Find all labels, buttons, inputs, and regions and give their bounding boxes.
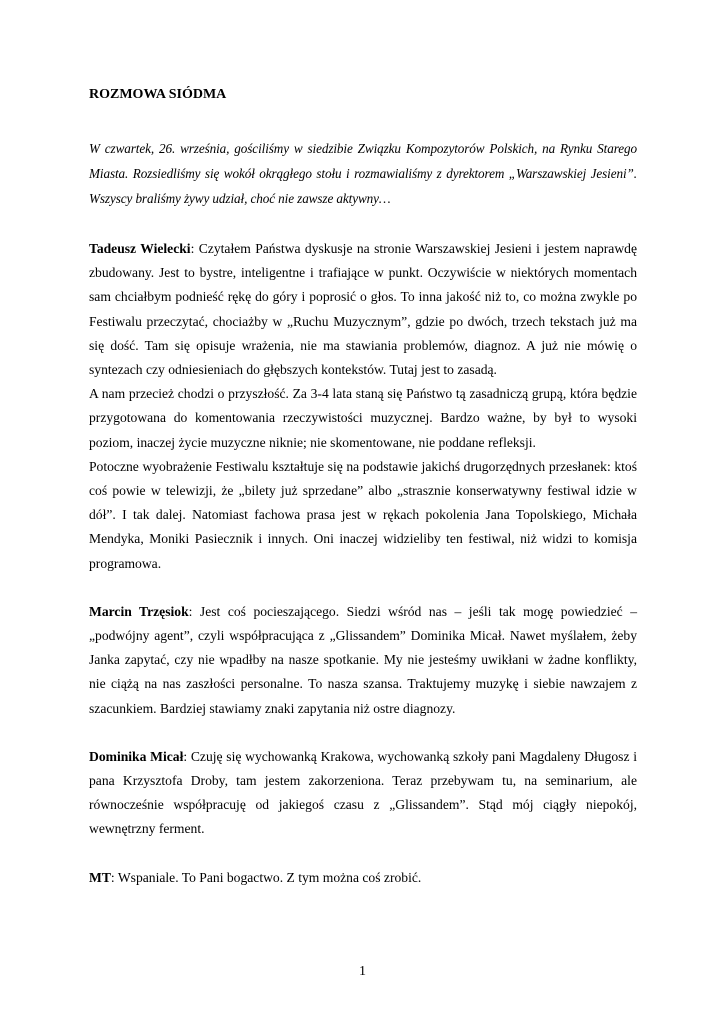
paragraph-text: : Wspaniale. To Pani bogactwo. Z tym można coś zrobić. bbox=[110, 869, 422, 885]
paragraph bbox=[89, 237, 637, 382]
paragraph-text: : Czytałem Państwa dyskusje na stronie Warszawskiej Jesieni i jestem naprawdę zbudowany. Jest to bystre, inteligentne i trafiające w punkt. Oczywiście w niektórych momentach sam chciałbym podnieść rękę do góry i poprosić o głos. To inna jakość niż to, co można zwykle po Festiwalu przeczytać, chociażby w „Ruchu Muzycznym”, gdzie po dwóch, trzech tekstach już ma się dość. Tam się opisuje wrażenia, nie ma stawiania problemów, diagnoz. A już nie mówię o syntezach czy odniesieniach do głębszych kontekstów. Tutaj jest to zasadą. bbox=[89, 241, 637, 378]
speaker-name: MT bbox=[89, 869, 111, 885]
paragraph bbox=[89, 600, 637, 721]
intro-paragraph: W czwartek, 26. września, gościliśmy w siedzibie Związku Kompozytorów Polskich, na Rynku Starego Miasta. Rozsiedliśmy się wokół okrągłego stołu i rozmawialiśmy z dyrektorem „Warszawskiej Jesieni”. Wszyscy braliśmy żywy udział, choć nie zawsze aktywny… bbox=[89, 141, 637, 206]
conversation-text bbox=[89, 237, 637, 890]
speaker-name: Tadeusz Wielecki bbox=[89, 241, 191, 256]
paragraph-text: Potoczne wyobrażenie Festiwalu kształtuje się na podstawie jakichś drugorzędnych przesłanek: ktoś coś powie w telewizji, że „bilety już sprzedane” albo „strasznie konserwatywny festiwal idzie w dół”. I tak dalej. Natomiast fachowa prasa jest w rękach pokolenia Jana Topolskiego, Michała Mendyka, Moniki Pasiecznik i innych. Oni inaczej widzieliby ten festiwal, niż widzi to komisja programowa. bbox=[89, 458, 637, 571]
paragraph-text: : Czuję się wychowanką Krakowa, wychowanką szkoły pani Magdaleny Długosz i pana Krzysztofa Droby, tam jestem zakorzeniona. Teraz przebywam tu, na seminarium, ale równocześnie współpracuję od jakiegoś czasu z „Glissandem”. Stąd mój ciągły niepokój, wewnętrzny ferment. bbox=[89, 748, 637, 837]
page-number: 1 bbox=[359, 964, 366, 979]
speaker-name: Marcin Trzęsiok bbox=[89, 603, 189, 619]
paragraph bbox=[89, 455, 637, 576]
speaker-name: Dominika Micał bbox=[89, 748, 184, 764]
paragraph bbox=[89, 745, 637, 842]
section-heading: ROZMOWA SIÓDMA bbox=[89, 87, 227, 102]
paragraph-text: : Jest coś pocieszającego. Siedzi wśród nas – jeśli tak mogę powiedzieć – „podwójny agent”, czyli współpracująca z „Glissandem” Dominika Micał. Nawet myślałem, żeby Janka zapytać, czy nie wpadłby na nasze spotkanie. My nie jesteśmy uwikłani w żadne konflikty, nie ciążą na nas zaszłości personalne. To nasza szansa. Traktujemy muzykę i siebie nawzajem z szacunkiem. Bardziej stawiamy znaki zapytania niż ostre diagnozy. bbox=[89, 603, 637, 716]
paragraph bbox=[89, 866, 637, 890]
paragraph bbox=[89, 382, 637, 455]
paragraph-text: A nam przecież chodzi o przyszłość. Za 3-4 lata staną się Państwo tą zasadniczą grupą, która będzie przygotowana do komentowania rzeczywistości muzycznej. Bardzo ważne, by był to wysoki poziom, inaczej życie muzyczne niknie; nie skomentowane, nie poddane refleksji. bbox=[89, 386, 637, 450]
